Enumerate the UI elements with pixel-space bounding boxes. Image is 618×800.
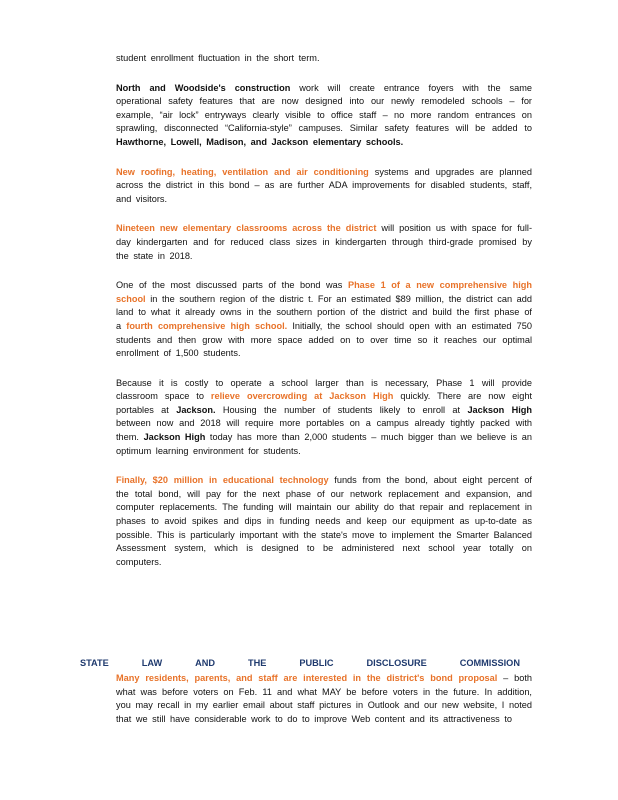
heading-word: THE: [247, 658, 267, 668]
highlight-phase: Phase 1 of a new comprehensive high school: [116, 280, 532, 304]
paragraph-text: funds from the bond, about eight percent of the total bond, will pay for the next phase of our network replacement and expansion, and computer replacements. The funding will maintain our ability do that repair and replacement in phases to avoid spikes and dips in funding needs and keep our equipment as up-to-date as possible. This is particularly important with the state's move to implement the Smarter Balanced Assessment system, which is designed to be administered next school year totally on computers.: [116, 475, 532, 567]
heading-word: COMMISSION: [459, 658, 520, 668]
jackson-label: Jackson High: [143, 432, 206, 443]
paragraph-overcrowding: [116, 377, 532, 459]
heading-word: AND: [195, 658, 216, 668]
paragraph-construction: [116, 82, 532, 150]
paragraph-schools: Hawthorne, Lowell, Madison, and Jackson elementary schools.: [116, 136, 404, 147]
paragraph-text: quickly. There are now eight portables at: [116, 391, 532, 415]
paragraph-text: today has more than 2,000 students – much bigger than we believe is an optimum learning environment for students.: [116, 432, 532, 456]
paragraph-enrollment: [116, 52, 532, 66]
paragraph-text: systems and upgrades are planned across the district in this bond – as are further ADA improvements for disabled students, staff, and visitors.: [116, 166, 532, 204]
paragraph-lead: New roofing, heating, ventilation and air conditioning: [116, 166, 369, 177]
paragraph-lead: North and Woodside's construction: [116, 82, 291, 93]
paragraph-text: Housing the number of students likely to enroll at: [215, 404, 468, 415]
body-column: [116, 52, 532, 585]
jackson-label: Jackson.: [176, 404, 216, 415]
paragraph-text: work will create entrance foyers with the same operational safety features that are now designed into our newly remodeled schools – for example, “air lock” entryways clearly visible to office staff – no more random entrances on sprawling, disconnected “California-style” campuses. Similar safety features will be added to: [116, 82, 532, 134]
paragraph-technology: [116, 474, 532, 569]
paragraph-classrooms: [116, 222, 532, 263]
highlight-fourth: fourth comprehensive high school.: [126, 320, 288, 331]
paragraph-text: will position us with space for full-day kindergarten and for reduced class sizes in kindergarten through third-grade promised by the state in 2018.: [116, 223, 532, 261]
paragraph-text: between now and 2018 will require more portables on a campus already tightly packed with them.: [116, 418, 532, 443]
paragraph-lead: Many residents, parents, and staff are interested in the district's bond proposal: [116, 673, 498, 683]
paragraph-text: Initially, the school should open with an estimated 750 students and then grow with more space added on to over time so it reaches our optimal enrollment of 1,500 students.: [116, 320, 532, 359]
paragraph-text: – both what was before voters on Feb. 11 and what MAY be before voters in the future. In addition, you may recall in my earlier email about staff pictures in Outlook and our new website, I noted that we still have considerable work to do to improve Web content and its attractiveness to: [116, 673, 532, 724]
paragraph-lead: Nineteen new elementary classrooms across the district: [116, 223, 377, 234]
heading-word: DISCLOSURE: [366, 658, 427, 668]
paragraph-body: [116, 672, 532, 726]
section-heading: [80, 658, 520, 668]
heading-word: LAW: [141, 658, 163, 668]
paragraph-text: in the southern region of the distric t. For an estimated $89 million, the district can add land to what it already owns in the southern portion of the district and build the first phase of a: [116, 293, 532, 331]
heading-word: PUBLIC: [299, 658, 334, 668]
paragraph-roofing: [116, 166, 532, 207]
paragraph-high-school: [116, 279, 532, 361]
highlight-relieve: relieve overcrowding at Jackson High: [210, 391, 394, 402]
jackson-label: Jackson High: [467, 404, 532, 415]
paragraph-disclosure: [116, 672, 532, 742]
heading-word: STATE: [80, 658, 109, 668]
paragraph-text: One of the most discussed parts of the bond was: [116, 280, 348, 291]
paragraph-lead: Finally, $20 million in educational technology: [116, 475, 329, 486]
paragraph-text: Because it is costly to operate a school larger than is necessary, Phase 1 will provide classroom space to: [116, 377, 532, 402]
paragraph-text: student enrollment fluctuation in the short term.: [116, 53, 320, 63]
